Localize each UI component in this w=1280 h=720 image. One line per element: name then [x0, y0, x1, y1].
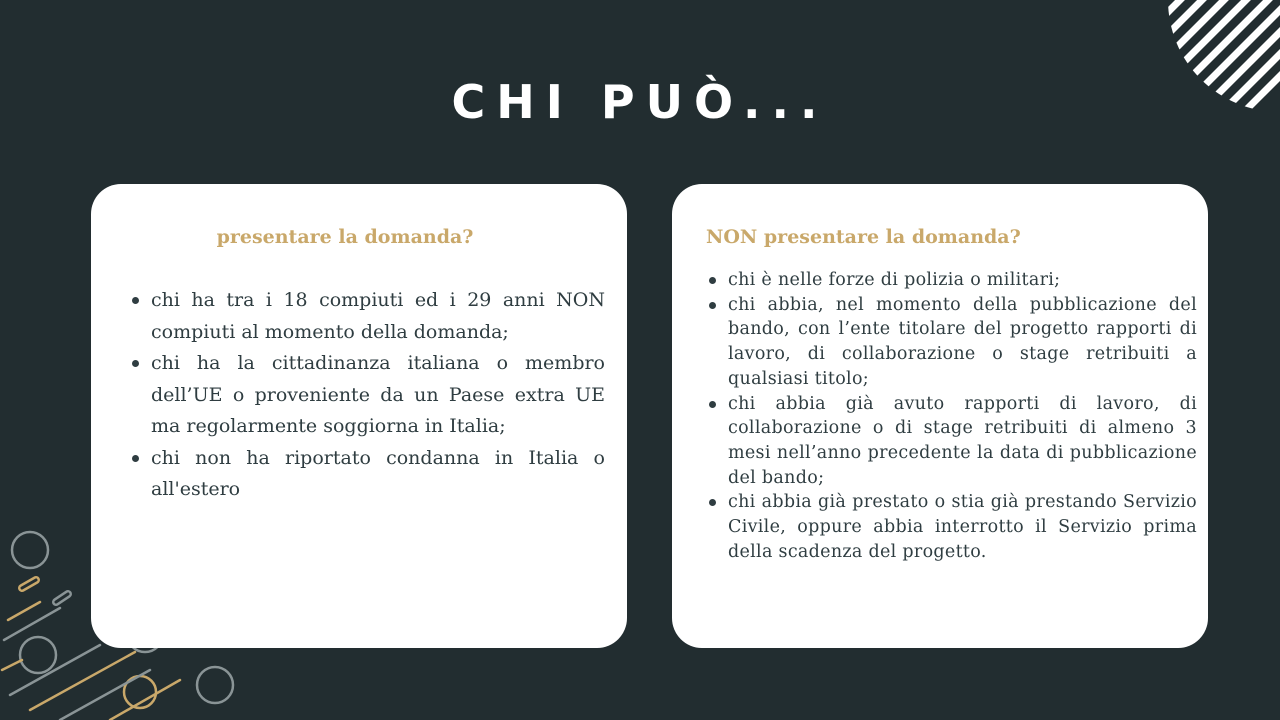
eligible-list — [129, 285, 605, 506]
ineligible-list — [706, 268, 1197, 564]
ineligible-card-heading: NON presentare la domanda? — [706, 226, 1021, 248]
list-item: chi è nelle forze di polizia o militari; — [706, 268, 1197, 293]
list-item: chi non ha riportato condanna in Italia o all'estero — [129, 443, 605, 506]
list-item: chi ha tra i 18 compiuti ed i 29 anni NON compiuti al momento della domanda; — [129, 285, 605, 348]
list-item: chi abbia già avuto rapporti di lavoro, di collaborazione o di stage retribuiti di almeno 3 mesi nell’anno precedente la data di pubblicazione del bando; — [706, 392, 1197, 491]
eligible-card-heading: presentare la domanda? — [216, 226, 474, 248]
list-item: chi ha la cittadinanza italiana o membro dell’UE o proveniente da un Paese extra UE ma regolarmente soggiorna in Italia; — [129, 348, 605, 443]
list-item: chi abbia, nel momento della pubblicazione del bando, con l’ente titolare del progetto rapporti di lavoro, di collaborazione o stage retribuiti a qualsiasi titolo; — [706, 293, 1197, 392]
list-item: chi abbia già prestato o stia già prestando Servizio Civile, oppure abbia interrotto il Servizio prima della scadenza del progetto. — [706, 490, 1197, 564]
slide-title: CHI PUÒ... — [451, 75, 829, 129]
eligible-card — [91, 184, 627, 648]
ineligible-card — [672, 184, 1208, 648]
